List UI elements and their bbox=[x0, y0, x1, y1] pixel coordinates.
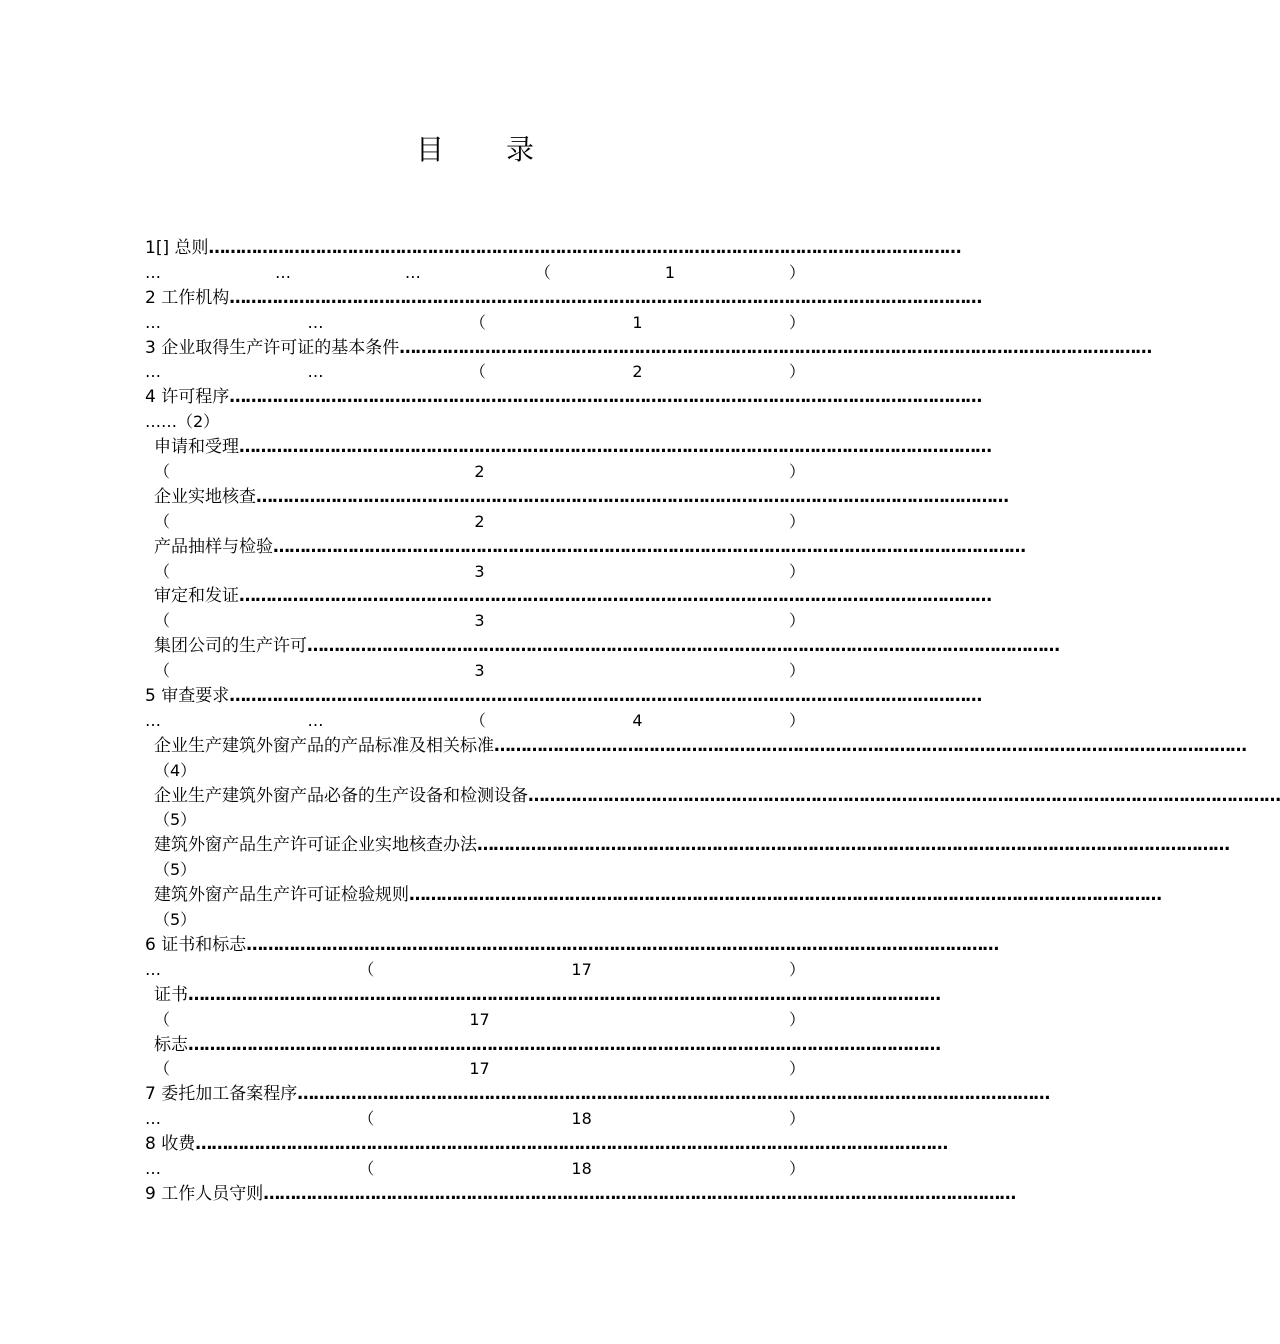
toc-page-part: （ bbox=[358, 1109, 375, 1129]
toc-page-part: 17 bbox=[469, 1009, 490, 1029]
toc-entry[interactable] bbox=[145, 734, 1246, 759]
toc-page-part: ） bbox=[788, 959, 805, 979]
toc-entry[interactable] bbox=[145, 684, 982, 709]
toc-page-part: 3 bbox=[474, 561, 485, 581]
toc-page-number bbox=[145, 709, 805, 734]
toc-page-part: （ bbox=[154, 511, 171, 531]
toc-leader-dots: …………………………………………………………………………………………………………………………… bbox=[307, 636, 1059, 657]
toc-page-part: ） bbox=[788, 1009, 805, 1029]
toc-page-part: 1 bbox=[664, 262, 676, 282]
toc-page-part: ） bbox=[788, 511, 805, 531]
toc-page-part: （ bbox=[469, 710, 486, 730]
toc-page-number bbox=[145, 311, 805, 336]
toc-page-part: … bbox=[145, 312, 161, 332]
toc-entry[interactable] bbox=[145, 435, 991, 460]
toc-page-part: … bbox=[307, 710, 324, 730]
toc-page-part: … bbox=[145, 710, 161, 730]
toc-page-part: 17 bbox=[571, 959, 592, 979]
toc-page-part: … bbox=[307, 362, 324, 382]
toc-leader-dots: …………………………………………………………………………………………………………………………… bbox=[297, 1084, 1050, 1105]
toc-page-part: ） bbox=[788, 710, 805, 730]
toc-page-part: … bbox=[307, 312, 324, 332]
toc-page-number bbox=[145, 1157, 805, 1182]
toc-page-part: （ bbox=[534, 262, 551, 282]
toc-entry[interactable] bbox=[145, 1082, 1050, 1107]
toc-page-part: 1 bbox=[632, 312, 643, 332]
toc-page-number bbox=[145, 1107, 805, 1132]
toc-page-part: （ bbox=[469, 362, 486, 382]
toc-page-part: ） bbox=[788, 611, 805, 631]
toc-entry-title: 7 委托加工备案程序 bbox=[145, 1084, 298, 1105]
toc-entry[interactable] bbox=[145, 634, 1059, 659]
toc-page-number bbox=[145, 609, 805, 634]
toc-leader-dots: …………………………………………………………………………………………………………………………… bbox=[528, 785, 1280, 806]
toc-entry[interactable] bbox=[145, 385, 982, 410]
toc-page-number bbox=[145, 1057, 805, 1082]
toc-page-number: （5） bbox=[154, 910, 197, 930]
toc-page-part: （ bbox=[154, 661, 171, 681]
toc-page-number bbox=[145, 510, 805, 535]
toc-leader-dots: …………………………………………………………………………………………………………………………… bbox=[208, 238, 961, 258]
toc-entry-title: 标志 bbox=[154, 1034, 188, 1055]
toc-entry[interactable] bbox=[145, 336, 1152, 361]
toc-entry[interactable] bbox=[145, 1132, 948, 1157]
toc-page-part: ） bbox=[788, 1158, 805, 1178]
toc-page-part: （ bbox=[154, 1059, 171, 1079]
toc-page-part: … bbox=[145, 262, 161, 282]
toc-entry[interactable] bbox=[145, 236, 961, 261]
toc-page-part: （ bbox=[154, 561, 171, 581]
toc-page-part: … bbox=[145, 362, 161, 382]
toc-leader-dots: …………………………………………………………………………………………………………………………… bbox=[409, 885, 1161, 906]
toc-entry[interactable] bbox=[145, 1033, 940, 1058]
toc-leader-dots: …………………………………………………………………………………………………………………………… bbox=[273, 536, 1025, 557]
toc-entry[interactable] bbox=[145, 883, 1161, 908]
toc-page-part: … bbox=[145, 1158, 161, 1178]
toc-entry-title: 集团公司的生产许可 bbox=[154, 636, 307, 657]
toc-page-number bbox=[145, 360, 805, 385]
toc-entry-title: 申请和受理 bbox=[154, 437, 239, 458]
toc-entry[interactable] bbox=[145, 1182, 1016, 1207]
toc-page-part: 2 bbox=[474, 511, 485, 531]
toc-page-part: ） bbox=[788, 262, 805, 282]
toc-entry-title: 企业实地核查 bbox=[154, 486, 256, 507]
toc-page-part: （ bbox=[358, 959, 375, 979]
toc-page-part: ） bbox=[788, 312, 805, 332]
toc-leader-dots: …………………………………………………………………………………………………………………………… bbox=[188, 984, 940, 1005]
toc-page-part: ） bbox=[788, 362, 805, 382]
toc-entry[interactable] bbox=[145, 485, 1008, 510]
toc-page-part: 3 bbox=[474, 661, 485, 681]
toc-page-part: 2 bbox=[474, 462, 485, 482]
toc-page-number: ……（2） bbox=[145, 412, 220, 432]
toc-page-part: … bbox=[274, 262, 291, 282]
toc-page-number bbox=[145, 958, 805, 983]
toc-page-part: （ bbox=[154, 1009, 171, 1029]
toc-leader-dots: …………………………………………………………………………………………………………………………… bbox=[195, 1134, 948, 1155]
toc-entry[interactable] bbox=[145, 933, 999, 958]
toc-entry-title: 5 审查要求 bbox=[145, 686, 230, 707]
toc-entry-title: 企业生产建筑外窗产品必备的生产设备和检测设备 bbox=[154, 785, 528, 806]
toc-entry-title: 9 工作人员守则 bbox=[145, 1183, 264, 1204]
toc-page-part: （ bbox=[469, 312, 486, 332]
toc-entry-title: 2 工作机构 bbox=[145, 287, 230, 308]
toc-leader-dots: …………………………………………………………………………………………………………………………… bbox=[246, 934, 999, 955]
toc-entry[interactable] bbox=[145, 584, 991, 609]
toc-leader-dots: …………………………………………………………………………………………………………………………… bbox=[239, 437, 991, 458]
toc-leader-dots: …………………………………………………………………………………………………………………………… bbox=[239, 586, 991, 607]
toc-entry-title: 8 收费 bbox=[145, 1134, 196, 1155]
toc-entry[interactable] bbox=[145, 983, 940, 1008]
toc-leader-dots: …………………………………………………………………………………………………………………………… bbox=[229, 387, 982, 408]
toc-leader-dots: …………………………………………………………………………………………………………………………… bbox=[229, 686, 982, 707]
toc-leader-dots: …………………………………………………………………………………………………………………………… bbox=[477, 835, 1229, 856]
toc-page-number: （5） bbox=[154, 810, 197, 830]
title-char-2: 录 bbox=[506, 133, 535, 166]
toc-page-number bbox=[145, 1008, 805, 1033]
toc-entry-title: 3 企业取得生产许可证的基本条件 bbox=[145, 337, 400, 358]
toc-entry-title: 审定和发证 bbox=[154, 586, 239, 607]
toc-page-number bbox=[145, 460, 805, 485]
toc-leader-dots: …………………………………………………………………………………………………………………………… bbox=[256, 486, 1008, 507]
toc-entry[interactable] bbox=[145, 535, 1025, 560]
toc-entry-title: 1[] 总则 bbox=[145, 238, 209, 258]
toc-page-part: ） bbox=[788, 1109, 805, 1129]
toc-page-part: … bbox=[145, 959, 161, 979]
toc-leader-dots: …………………………………………………………………………………………………………………………… bbox=[229, 287, 982, 308]
toc-entry-title: 证书 bbox=[154, 984, 188, 1005]
toc-page-part: （ bbox=[154, 462, 171, 482]
toc-leader-dots: …………………………………………………………………………………………………………………………… bbox=[494, 735, 1246, 756]
table-of-contents bbox=[145, 236, 1280, 1207]
toc-page-number: （5） bbox=[154, 860, 197, 880]
toc-page-part: 3 bbox=[474, 611, 485, 631]
toc-page-part: ） bbox=[788, 1059, 805, 1079]
toc-leader-dots: …………………………………………………………………………………………………………………………… bbox=[188, 1034, 940, 1055]
toc-page-part: ） bbox=[788, 561, 805, 581]
toc-leader-dots: …………………………………………………………………………………………………………………………… bbox=[399, 337, 1152, 358]
toc-page-part: ） bbox=[788, 462, 805, 482]
toc-page-part: 2 bbox=[632, 362, 643, 382]
toc-entry[interactable] bbox=[145, 833, 1229, 858]
toc-entry[interactable] bbox=[145, 784, 1280, 809]
toc-page-number bbox=[145, 560, 805, 585]
toc-leader-dots: …………………………………………………………………………………………………………………………… bbox=[263, 1183, 1016, 1204]
toc-entry[interactable] bbox=[145, 286, 982, 311]
toc-entry-title: 建筑外窗产品生产许可证检验规则 bbox=[154, 885, 409, 906]
toc-page-part: （ bbox=[154, 611, 171, 631]
title-char-1: 目 bbox=[415, 133, 444, 166]
toc-page-part: … bbox=[145, 1109, 161, 1129]
toc-page-part: 18 bbox=[571, 1109, 592, 1129]
toc-entry-title: 6 证书和标志 bbox=[145, 934, 247, 955]
toc-entry-title: 产品抽样与检验 bbox=[154, 536, 273, 557]
toc-entry-title: 企业生产建筑外窗产品的产品标准及相关标准 bbox=[154, 735, 494, 756]
toc-page-part: … bbox=[404, 262, 421, 282]
toc-page-number bbox=[145, 261, 805, 286]
toc-page-part: （ bbox=[358, 1158, 375, 1178]
toc-page-part: 4 bbox=[632, 710, 643, 730]
toc-page-part: ） bbox=[788, 661, 805, 681]
toc-page-part: 18 bbox=[571, 1158, 592, 1178]
page-title bbox=[0, 128, 950, 168]
toc-page-number bbox=[145, 659, 805, 684]
toc-page-part: 17 bbox=[469, 1059, 490, 1079]
toc-page-number: （4） bbox=[154, 760, 197, 780]
toc-entry-title: 建筑外窗产品生产许可证企业实地核查办法 bbox=[154, 835, 477, 856]
toc-entry-title: 4 许可程序 bbox=[145, 387, 230, 408]
